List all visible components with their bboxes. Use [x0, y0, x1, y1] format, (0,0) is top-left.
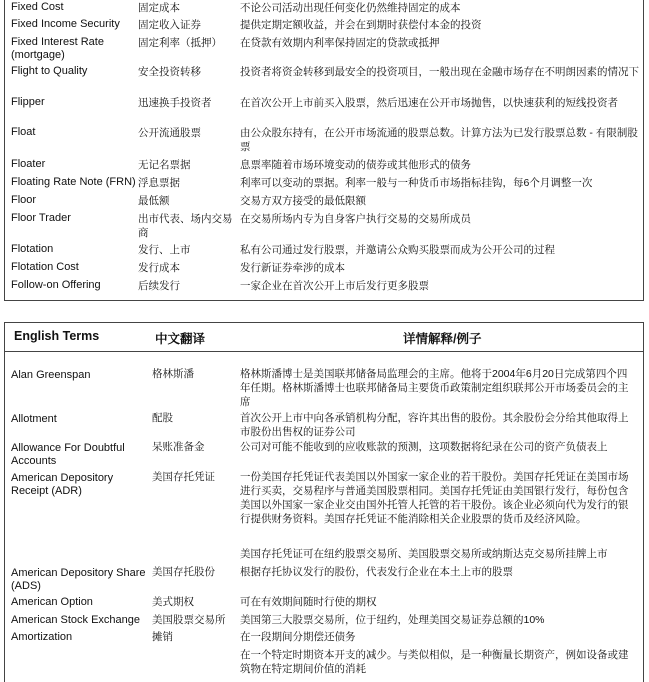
term-en: Amortization — [11, 631, 73, 643]
term-desc: 一家企业在首次公开上市后发行更多股票 — [240, 280, 429, 292]
term-zh: 出市代表、场内交易商 — [138, 213, 233, 239]
term-desc: 美国存托凭证可在纽约股票交易所、美国股票交易所或纳斯达克交易所挂牌上市 — [240, 548, 608, 560]
term-zh: 后续发行 — [138, 280, 180, 292]
term-en: American Stock Exchange — [11, 614, 141, 626]
term-en: American Depository Receipt (ADR) — [11, 472, 114, 497]
term-desc: 在贷款有效期内利率保持固定的贷款或抵押 — [240, 37, 440, 49]
term-zh: 最低额 — [138, 195, 170, 207]
term-en: Follow-on Offering — [11, 279, 101, 291]
term-zh: 呆账准备金 — [152, 441, 205, 453]
term-desc: 利率可以变动的票据。利率一般与一种货币市场指标挂钩，每6个月调整一次 — [240, 177, 593, 189]
glossary-table-f — [4, 0, 644, 301]
term-en: Floating Rate Note (FRN) — [11, 176, 136, 188]
term-zh: 美国存托股份 — [152, 566, 215, 578]
term-en: Flotation — [11, 243, 54, 255]
term-desc: 在一个特定时期资本开支的减少。与类似相似，是一种衡量长期资产，例如设备或建筑物在特定期间价值的消耗 — [240, 649, 629, 675]
term-desc: 根据存托协议发行的股份，代表发行企业在本土上市的股票 — [240, 566, 513, 578]
term-en: Allowance For Doubtful Accounts — [11, 442, 125, 467]
term-zh: 发行、上市 — [138, 244, 191, 256]
term-desc: 不论公司活动出现任何变化仍然维持固定的成本 — [240, 2, 461, 14]
term-en: American Depository Share (ADS) — [11, 567, 146, 592]
term-desc: 美国第三大股票交易所，位于纽约，处理美国交易证券总额的10% — [240, 614, 545, 626]
term-zh: 美国股票交易所 — [152, 614, 226, 626]
term-desc: 在首次公开上市前买入股票，然后迅速在公开市场抛售，以快速获利的短线投资者 — [240, 97, 618, 109]
term-desc: 息票率随着市场环境变动的债券或其他形式的债务 — [240, 159, 471, 171]
term-en: Fixed Income Security — [11, 18, 120, 30]
term-en: Allotment — [11, 413, 57, 425]
term-en: Fixed Interest Rate (mortgage) — [11, 36, 104, 61]
term-en: American Option — [11, 596, 93, 608]
header-english-terms: English Terms — [14, 329, 100, 343]
term-en: Flotation Cost — [11, 261, 79, 273]
term-desc: 可在有效期间随时行使的期权 — [240, 596, 377, 608]
header-chinese-translation: 中文翻译 — [155, 332, 206, 346]
term-en: Floor — [11, 194, 37, 206]
term-zh: 安全投资转移 — [138, 66, 201, 78]
term-en: Fixed Cost — [11, 1, 64, 13]
term-zh: 摊销 — [152, 631, 173, 643]
term-en: Flight to Quality — [11, 65, 88, 77]
term-desc: 在一段期间分期偿还债务 — [240, 631, 356, 643]
glossary-table-a — [4, 322, 644, 682]
term-desc: 提供定期定额收益，并会在到期时获偿付本金的投资 — [240, 19, 482, 31]
term-zh: 格林斯潘 — [152, 368, 194, 380]
term-desc: 首次公开上市中向各承销机构分配，容许其出售的股份。其余股份会分给其他取得上市股份出售权的证券公司 — [240, 412, 629, 438]
term-en: Alan Greenspan — [11, 369, 91, 381]
term-zh: 美国存托凭证 — [152, 471, 215, 483]
term-zh: 美式期权 — [152, 596, 194, 608]
term-desc: 私有公司通过发行股票，并邀请公众购买股票而成为公开公司的过程 — [240, 244, 555, 256]
term-zh: 发行成本 — [138, 262, 180, 274]
header-divider — [5, 351, 643, 352]
term-desc: 由公众股东持有，在公开市场流通的股票总数。计算方法为已发行股票总数 - 有限制股票 — [240, 127, 638, 153]
term-zh: 迅速换手投资者 — [138, 97, 212, 109]
term-desc: 发行新证券牵涉的成本 — [240, 262, 345, 274]
term-desc: 格林斯潘博士是美国联邦储备局监理会的主席。他将于2004年6月20日完成第四个四年任期。格林斯潘博士也联邦储备局主要货币政策制定组织联邦公开市场委员会的主席 — [240, 368, 629, 408]
term-zh: 配股 — [152, 412, 173, 424]
term-en: Floater — [11, 158, 46, 170]
term-desc: 在交易所场内专为自身客户执行交易的交易所成员 — [240, 213, 471, 225]
term-desc: 投资者将资金转移到最安全的投资项目，一般出现在金融市场存在不明朗因素的情况下 — [240, 66, 639, 78]
header-details: 详情解释/例子 — [403, 332, 482, 346]
term-zh: 公开流通股票 — [138, 127, 201, 139]
term-en: Float — [11, 126, 36, 138]
term-en: Flipper — [11, 96, 45, 108]
term-zh: 固定成本 — [138, 2, 180, 14]
term-zh: 固定收入证券 — [138, 19, 201, 31]
term-zh: 固定利率（抵押） — [138, 37, 222, 49]
term-zh: 无记名票据 — [138, 159, 191, 171]
term-zh: 浮息票据 — [138, 177, 180, 189]
term-desc: 公司对可能不能收到的应收账款的预测，这项数据将纪录在公司的资产负债表上 — [240, 441, 608, 453]
term-desc: 交易方双方接受的最低限额 — [240, 195, 366, 207]
term-en: Floor Trader — [11, 212, 71, 224]
term-desc: 一份美国存托凭证代表美国以外国家一家企业的若干股份。美国存托凭证在美国市场进行买卖，交易程序与普通美国股票相同。美国存托凭证由美国银行发行，每份包含美国以外国家一家企业交由国外托管人托管的若干股份。该企业必须向代为发行的银行提供财务资料。美国存托凭证不能消除相关企业股票的货币及经济风险。 — [240, 471, 629, 525]
